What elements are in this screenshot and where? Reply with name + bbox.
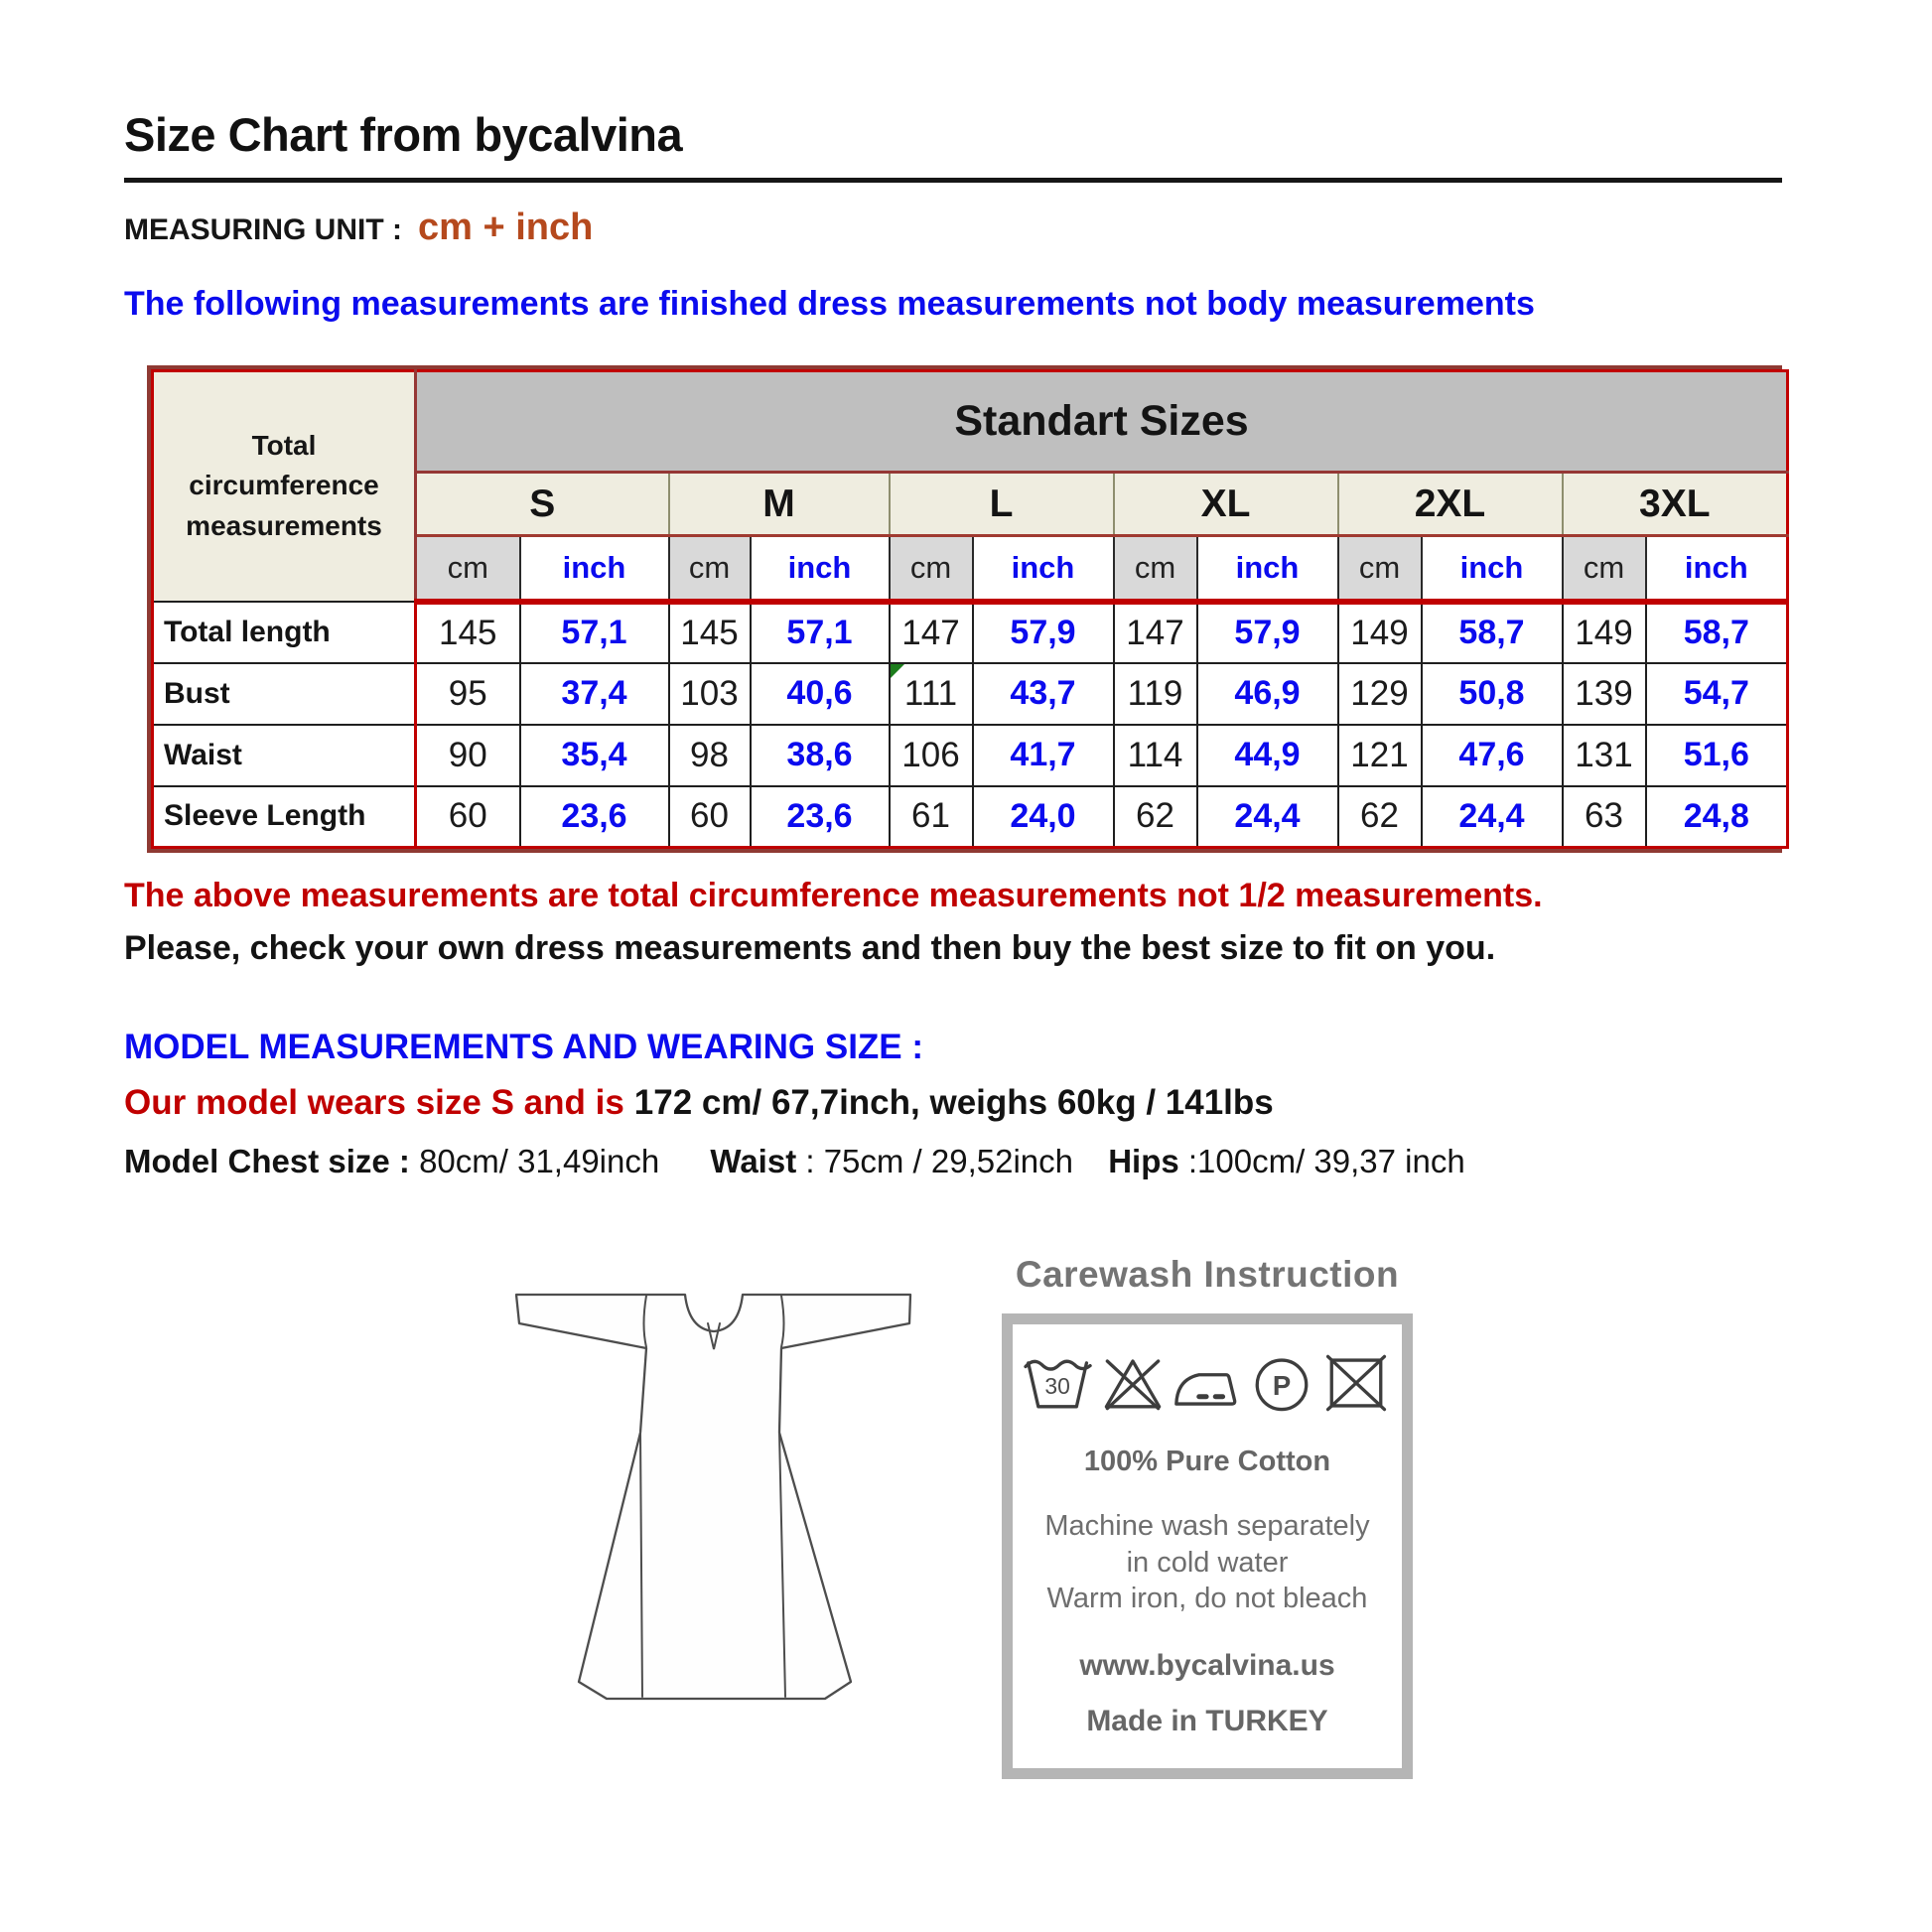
- bottom-section: [124, 1254, 1782, 1779]
- unit-inch-cell: inch: [751, 536, 890, 602]
- value-cell-cm: 114: [1114, 725, 1197, 786]
- value-cell-inch: 35,4: [520, 725, 669, 786]
- value-cell-cm: 131: [1563, 725, 1646, 786]
- value-cell-cm: 103: [669, 663, 751, 725]
- content-column: [124, 107, 1782, 1779]
- unit-inch-cell: inch: [1197, 536, 1338, 602]
- value-cell-inch: 24,4: [1422, 786, 1563, 848]
- cell-comment-marker: [891, 664, 905, 679]
- value-cell-inch: 51,6: [1646, 725, 1788, 786]
- value-cell-cm: 98: [669, 725, 751, 786]
- table-header-row: [153, 371, 1788, 473]
- care-box: [1002, 1313, 1413, 1779]
- do-not-bleach-icon: [1096, 1350, 1170, 1416]
- value-cell-inch: 23,6: [520, 786, 669, 848]
- value-cell-inch: 57,9: [973, 602, 1114, 663]
- model-waist-value: : 75cm / 29,52inch: [805, 1143, 1074, 1179]
- website-label: www.bycalvina.us: [1079, 1648, 1335, 1682]
- wash-instruction-line: Warm iron, do not bleach: [1046, 1583, 1368, 1615]
- value-cell-cm: 106: [890, 725, 973, 786]
- dry-clean-letter: P: [1272, 1369, 1292, 1401]
- model-chest-label: Model Chest size :: [124, 1143, 410, 1179]
- model-wears-red-text: Our model wears size S and is: [124, 1083, 624, 1122]
- corner-label-cell: Total circumference measurements: [153, 371, 416, 602]
- value-cell-inch: 37,4: [520, 663, 669, 725]
- value-cell-inch: 57,1: [520, 602, 669, 663]
- value-cell-cm: 60: [669, 786, 751, 848]
- unit-cm-cell: cm: [1338, 536, 1422, 602]
- value-cell-inch: 38,6: [751, 725, 890, 786]
- size-head-3xl: 3XL: [1563, 473, 1788, 536]
- value-cell-inch: 58,7: [1422, 602, 1563, 663]
- measuring-unit-value: cm + inch: [418, 207, 594, 248]
- model-wears-line: [124, 1083, 1782, 1123]
- value-cell-inch: 54,7: [1646, 663, 1788, 725]
- value-cell-cm: [890, 663, 973, 725]
- wash-instruction-line: Machine wash separately: [1044, 1510, 1370, 1542]
- value-cell-cm: 95: [416, 663, 520, 725]
- row-label-total-length: Total length: [153, 602, 416, 663]
- standart-sizes-header: Standart Sizes: [416, 371, 1788, 473]
- warm-iron-icon: [1171, 1350, 1244, 1416]
- value-cell-cm: 60: [416, 786, 520, 848]
- size-table-frame: [147, 365, 1782, 853]
- model-wears-black-text: 172 cm/ 67,7inch, weighs 60kg / 141lbs: [633, 1083, 1274, 1122]
- value-cell-inch: 24,0: [973, 786, 1114, 848]
- check-size-note: Please, check your own dress measurements and then buy the best size to fit on you.: [124, 929, 1496, 967]
- model-waist-label: Waist: [710, 1143, 797, 1179]
- unit-inch-cell: inch: [1646, 536, 1788, 602]
- circumference-warning-note: The above measurements are total circumference measurements not 1/2 measurements.: [124, 877, 1543, 914]
- page-title: Size Chart from bycalvina: [124, 107, 1782, 183]
- size-head-2xl: 2XL: [1338, 473, 1563, 536]
- machine-wash-30-icon: [1022, 1350, 1095, 1416]
- made-in-label: Made in TURKEY: [1086, 1704, 1328, 1737]
- size-table: [151, 369, 1789, 849]
- unit-cm-cell: cm: [416, 536, 520, 602]
- care-symbols-row: [1019, 1350, 1396, 1416]
- size-head-m: M: [669, 473, 890, 536]
- value-cell-cm: 147: [890, 602, 973, 663]
- do-not-tumble-dry-icon: [1319, 1350, 1393, 1416]
- value-cell-inch: 50,8: [1422, 663, 1563, 725]
- row-label-bust: Bust: [153, 663, 416, 725]
- unit-inch-cell: inch: [973, 536, 1114, 602]
- care-heading: Carewash Instruction: [1015, 1254, 1400, 1295]
- value-cell-cm: 121: [1338, 725, 1422, 786]
- unit-cm-cell: cm: [890, 536, 973, 602]
- value-cell-inch: 41,7: [973, 725, 1114, 786]
- table-row: [153, 602, 1788, 663]
- unit-cm-cell: cm: [1563, 536, 1646, 602]
- dress-line-drawing: [493, 1282, 932, 1716]
- value-cell-inch: 40,6: [751, 663, 890, 725]
- measuring-unit-label: MEASURING UNIT :: [124, 213, 402, 246]
- value-cell-inch: 58,7: [1646, 602, 1788, 663]
- unit-cm-cell: cm: [1114, 536, 1197, 602]
- size-head-xl: XL: [1114, 473, 1338, 536]
- finished-measurements-note: The following measurements are finished dress measurements not body measurements: [124, 285, 1535, 323]
- value-cell-cm: 145: [669, 602, 751, 663]
- value-cell-cm: 129: [1338, 663, 1422, 725]
- value-cell-inch: 43,7: [973, 663, 1114, 725]
- table-row: [153, 786, 1788, 848]
- value-cell-cm: 63: [1563, 786, 1646, 848]
- value-cell-inch: 57,1: [751, 602, 890, 663]
- value-cell-cm: 119: [1114, 663, 1197, 725]
- value-cell-cm: 62: [1338, 786, 1422, 848]
- model-hips-label: Hips: [1108, 1143, 1179, 1179]
- value-cell-cm: 149: [1338, 602, 1422, 663]
- wash-temp-label: 30: [1044, 1373, 1070, 1399]
- wash-instructions-text: [1019, 1508, 1396, 1617]
- value-cell-inch: 57,9: [1197, 602, 1338, 663]
- table-row: [153, 663, 1788, 725]
- table-row: [153, 725, 1788, 786]
- dress-sketch-icon: [493, 1282, 932, 1711]
- value-text: 111: [903, 673, 958, 713]
- care-instructions-column: [1002, 1254, 1413, 1779]
- value-cell-inch: 24,8: [1646, 786, 1788, 848]
- model-hips-value: :100cm/ 39,37 inch: [1187, 1143, 1465, 1179]
- value-cell-inch: 44,9: [1197, 725, 1338, 786]
- value-cell-cm: 145: [416, 602, 520, 663]
- measuring-unit-line: [124, 207, 1782, 249]
- dry-clean-p-icon: [1245, 1350, 1318, 1416]
- value-cell-inch: 24,4: [1197, 786, 1338, 848]
- fabric-content-label: 100% Pure Cotton: [1083, 1446, 1331, 1477]
- value-cell-inch: 23,6: [751, 786, 890, 848]
- unit-inch-cell: inch: [1422, 536, 1563, 602]
- value-cell-cm: 62: [1114, 786, 1197, 848]
- value-cell-cm: 61: [890, 786, 973, 848]
- unit-cm-cell: cm: [669, 536, 751, 602]
- size-head-l: L: [890, 473, 1114, 536]
- value-cell-inch: 47,6: [1422, 725, 1563, 786]
- unit-inch-cell: inch: [520, 536, 669, 602]
- value-cell-cm: 90: [416, 725, 520, 786]
- row-label-waist: Waist: [153, 725, 416, 786]
- row-label-sleeve-length: Sleeve Length: [153, 786, 416, 848]
- size-head-s: S: [416, 473, 669, 536]
- model-dimensions-line: [124, 1143, 1782, 1180]
- wash-instruction-line: in cold water: [1126, 1546, 1289, 1579]
- value-cell-cm: 139: [1563, 663, 1646, 725]
- value-cell-inch: 46,9: [1197, 663, 1338, 725]
- model-chest-value: 80cm/ 31,49inch: [419, 1143, 660, 1179]
- value-cell-cm: 147: [1114, 602, 1197, 663]
- model-measurements-heading: MODEL MEASUREMENTS AND WEARING SIZE :: [124, 1028, 924, 1066]
- value-cell-cm: 149: [1563, 602, 1646, 663]
